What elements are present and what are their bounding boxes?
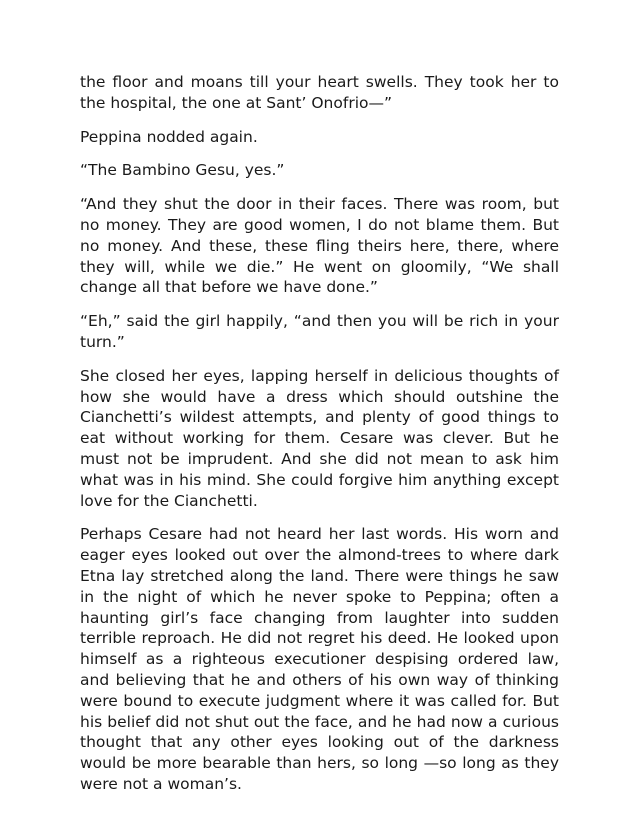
- paragraph-2: Peppina nodded again.: [80, 127, 258, 146]
- paragraph-7: Perhaps Cesare had not heard her last words. His worn and eager eyes looked out over the almond-trees to where dark Etna lay stretched along the land. There were things he saw in the night of which he never spoke to Peppina; often a haunting girl’s face changing from laughter into sudden terrible reproach. He did not regret his deed. He looked upon himself as a righteous executioner despising ordered law, and believing that he and others of his own way of thinking were bound to execute judgment where it was called for. But his belief did not shut out the face, and he had now a curious thought that any other eyes looking out of the darkness would be more bearable than hers, so long —so long as they were not a woman’s.: [80, 525, 559, 793]
- book-page: [80, 72, 559, 808]
- paragraph-4: “And they shut the door in their faces. There was room, but no money. They are good women, I do not blame them. But no money. And these, these fling theirs here, there, where they will, while we die.” He went on gloomily, “We shall change all that before we have done.”: [80, 195, 559, 297]
- paragraph-5: “Eh,” said the girl happily, “and then you will be rich in your turn.”: [80, 312, 559, 351]
- paragraph-6: She closed her eyes, lapping herself in delicious thoughts of how she would have a dress which should outshine the Cianchetti’s wildest attempts, and plenty of good things to eat without working for them. Cesare was clever. But he must not be imprudent. And she did not mean to ask him what was in his mind. She could forgive him anything except love for the Cianchetti.: [80, 366, 559, 510]
- paragraph-3: “The Bambino Gesu, yes.”: [80, 161, 285, 180]
- paragraph-1: the floor and moans till your heart swells. They took her to the hospital, the one at Sant’ Onofrio—”: [80, 73, 559, 112]
